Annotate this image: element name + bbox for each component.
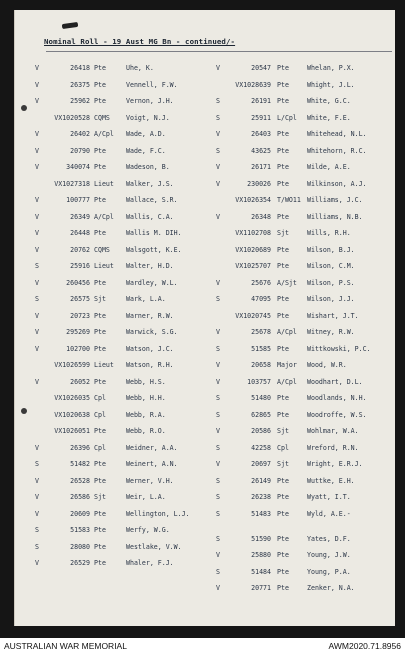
rank: Pte xyxy=(277,584,289,592)
service-number: 43625 xyxy=(251,146,271,155)
member-name: Warwick, S.G. xyxy=(126,328,178,336)
footer-reference: AWM2020.71.8956 xyxy=(328,641,401,651)
state-code: V xyxy=(216,130,220,138)
service-number: VX1026051 xyxy=(54,427,90,435)
service-number: VX1102708 xyxy=(235,229,271,237)
rank: Cpl xyxy=(94,410,106,419)
service-number: 20547 xyxy=(251,64,271,72)
member-name: Young, P.A. xyxy=(307,567,351,576)
service-number: 25916 xyxy=(70,262,90,270)
rank: Cpl xyxy=(94,394,106,402)
rank: Pte xyxy=(277,163,289,171)
service-number: VX1027318 xyxy=(54,179,90,188)
member-name: Wyld, A.E.- xyxy=(307,509,351,518)
state-code: S xyxy=(35,460,39,468)
rank: A/Cpl xyxy=(277,328,297,336)
rank: L/Cpl xyxy=(277,113,297,122)
state-code: S xyxy=(216,97,220,105)
member-name: Webb, H.H. xyxy=(126,394,166,402)
member-name: Whight, J.L. xyxy=(307,80,355,89)
state-code: V xyxy=(35,196,39,204)
member-name: Wilson, J.J. xyxy=(307,295,355,303)
service-number: 25962 xyxy=(70,97,90,105)
service-number: VX1020745 xyxy=(235,311,271,320)
member-name: Wilde, A.E. xyxy=(307,163,351,171)
service-number: 100777 xyxy=(66,196,90,204)
member-name: Webb, R.O. xyxy=(126,427,166,435)
member-name: White, F.E. xyxy=(307,113,351,122)
rank: Pte xyxy=(94,80,106,89)
state-code: S xyxy=(216,443,220,452)
member-name: Weir, L.A. xyxy=(126,493,166,501)
service-number: 26529 xyxy=(70,559,90,567)
service-number: 26349 xyxy=(70,212,90,221)
member-name: Wittkowski, P.C. xyxy=(307,344,371,353)
footer-archive-name: AUSTRALIAN WAR MEMORIAL xyxy=(4,641,127,651)
service-number: VX1020638 xyxy=(54,410,90,419)
state-code: V xyxy=(35,64,39,72)
service-number: 20771 xyxy=(251,584,271,592)
state-code: V xyxy=(216,584,220,592)
service-number: 26418 xyxy=(70,64,90,72)
service-number: 51583 xyxy=(70,526,90,534)
rank: Pte xyxy=(94,311,106,320)
member-name: Wilson, C.M. xyxy=(307,262,355,270)
rank: Sjt xyxy=(277,460,289,468)
member-name: Wark, L.A. xyxy=(126,295,166,303)
rank: Sjt xyxy=(277,229,289,237)
state-code: V xyxy=(35,97,39,105)
rank: Pte xyxy=(94,146,106,155)
member-name: Walker, J.S. xyxy=(126,179,174,188)
rank: Pte xyxy=(277,212,289,221)
rank: Cpl xyxy=(94,443,106,452)
service-number: 26586 xyxy=(70,493,90,501)
member-name: Wellington, L.J. xyxy=(126,509,190,518)
member-name: Wyatt, I.T. xyxy=(307,493,351,501)
member-name: Wood, W.R. xyxy=(307,361,347,369)
member-name: Whitehorn, R.C. xyxy=(307,146,367,155)
service-number: 20586 xyxy=(251,427,271,435)
member-name: Wallace, S.R. xyxy=(126,196,178,204)
service-number: 47095 xyxy=(251,295,271,303)
punch-hole xyxy=(21,408,27,414)
state-code: S xyxy=(35,262,39,270)
state-code: V xyxy=(35,377,39,386)
member-name: Vennell, F.W. xyxy=(126,80,178,89)
member-name: Williams, N.B. xyxy=(307,212,363,221)
rank: Sjt xyxy=(277,427,289,435)
state-code: S xyxy=(35,295,39,303)
state-code: V xyxy=(35,328,39,336)
state-code: V xyxy=(216,278,220,287)
state-code: V xyxy=(35,493,39,501)
state-code: S xyxy=(35,526,39,534)
page-heading: Nominal Roll - 19 Aust MG Bn - continued/- xyxy=(44,37,236,46)
service-number: VX1025707 xyxy=(235,262,271,270)
heading-rule xyxy=(46,51,392,52)
rank: A/Sjt xyxy=(277,278,297,287)
rank: Lieut xyxy=(94,361,114,369)
member-name: Werfy, W.G. xyxy=(126,526,170,534)
rank: Pte xyxy=(94,377,106,386)
rank: Pte xyxy=(277,551,289,559)
member-name: Woodhart, D.L. xyxy=(307,377,363,386)
rank: Major xyxy=(277,361,297,369)
state-code: V xyxy=(216,377,220,386)
service-number: 26396 xyxy=(70,443,90,452)
member-name: Young, J.W. xyxy=(307,551,351,559)
rank: Pte xyxy=(277,295,289,303)
member-name: Weinert, A.N. xyxy=(126,460,178,468)
service-number: 51483 xyxy=(251,509,271,518)
state-code: V xyxy=(35,163,39,171)
state-code: V xyxy=(35,344,39,353)
member-name: Zenker, N.A. xyxy=(307,584,355,592)
rank: Pte xyxy=(277,410,289,419)
service-number: 42258 xyxy=(251,443,271,452)
service-number: 20697 xyxy=(251,460,271,468)
state-code: V xyxy=(35,212,39,221)
service-number: VX1020689 xyxy=(235,245,271,254)
member-name: Wreford, R.N. xyxy=(307,443,359,452)
state-code: V xyxy=(35,229,39,237)
rank: Pte xyxy=(277,476,289,485)
state-code: S xyxy=(216,534,220,543)
member-name: Webb, H.S. xyxy=(126,377,166,386)
rank: Pte xyxy=(277,509,289,518)
service-number: 26191 xyxy=(251,97,271,105)
rank: Lieut xyxy=(94,179,114,188)
rank: Pte xyxy=(277,97,289,105)
rank: A/Cpl xyxy=(277,377,297,386)
rank: Pte xyxy=(277,130,289,138)
rank: Pte xyxy=(277,64,289,72)
member-name: Vernon, J.H. xyxy=(126,97,174,105)
rank: Pte xyxy=(94,559,106,567)
rank: Cpl xyxy=(277,443,289,452)
state-code: V xyxy=(35,509,39,518)
state-code: V xyxy=(216,179,220,188)
member-name: Uhe, K. xyxy=(126,64,154,72)
state-code: S xyxy=(216,344,220,353)
state-code: V xyxy=(216,460,220,468)
service-number: 26052 xyxy=(70,377,90,386)
state-code: S xyxy=(35,542,39,551)
service-number: 25880 xyxy=(251,551,271,559)
state-code: S xyxy=(216,476,220,485)
state-code: V xyxy=(35,278,39,287)
rank: A/Cpl xyxy=(94,212,114,221)
rank: CQMS xyxy=(94,245,110,254)
member-name: Wohlmar, W.A. xyxy=(307,427,359,435)
rank: T/WO11 xyxy=(277,196,301,204)
rank: Pte xyxy=(277,146,289,155)
service-number: 51590 xyxy=(251,534,271,543)
state-code: S xyxy=(216,567,220,576)
member-name: Watson, J.C. xyxy=(126,344,174,353)
service-number: VX1028639 xyxy=(235,80,271,89)
service-number: 28080 xyxy=(70,542,90,551)
state-code: V xyxy=(35,559,39,567)
rank: Pte xyxy=(277,394,289,402)
rank: A/Cpl xyxy=(94,130,114,138)
rank: Pte xyxy=(277,245,289,254)
rank: Pte xyxy=(277,80,289,89)
service-number: 102700 xyxy=(66,344,90,353)
rank: Sjt xyxy=(94,493,106,501)
rank: Pte xyxy=(94,64,106,72)
service-number: 20723 xyxy=(70,311,90,320)
rank: Pte xyxy=(94,476,106,485)
rank: Pte xyxy=(277,262,289,270)
service-number: 25676 xyxy=(251,278,271,287)
state-code: V xyxy=(35,130,39,138)
member-name: Wilson, P.S. xyxy=(307,278,355,287)
service-number: 26375 xyxy=(70,80,90,89)
rank: Pte xyxy=(94,229,106,237)
service-number: 260456 xyxy=(66,278,90,287)
rank: Pte xyxy=(277,567,289,576)
member-name: Woodroffe, W.S. xyxy=(307,410,367,419)
service-number: 51480 xyxy=(251,394,271,402)
state-code: S xyxy=(216,509,220,518)
state-code: V xyxy=(216,361,220,369)
state-code: V xyxy=(216,212,220,221)
service-number: 51482 xyxy=(70,460,90,468)
state-code: V xyxy=(216,551,220,559)
rank: Lieut xyxy=(94,262,114,270)
state-code: S xyxy=(216,113,220,122)
state-code: V xyxy=(35,476,39,485)
state-code: V xyxy=(216,163,220,171)
member-name: Werner, V.H. xyxy=(126,476,174,485)
rank: Pte xyxy=(94,278,106,287)
member-name: Wallis, C.A. xyxy=(126,212,174,221)
service-number: 26171 xyxy=(251,163,271,171)
member-name: Wardley, W.L. xyxy=(126,278,178,287)
rank: Pte xyxy=(94,542,106,551)
service-number: 26528 xyxy=(70,476,90,485)
member-name: Whaler, F.J. xyxy=(126,559,174,567)
service-number: 295269 xyxy=(66,328,90,336)
rank: Pte xyxy=(277,344,289,353)
member-name: Warner, R.W. xyxy=(126,311,174,320)
member-name: Webb, R.A. xyxy=(126,410,166,419)
state-code: S xyxy=(216,146,220,155)
member-name: Watson, R.H. xyxy=(126,361,174,369)
service-number: 230026 xyxy=(247,179,271,188)
member-name: Wallis M. DIH. xyxy=(126,229,182,237)
rank: CQMS xyxy=(94,113,110,122)
punch-hole xyxy=(21,105,27,111)
service-number: VX1026599 xyxy=(54,361,90,369)
service-number: 20762 xyxy=(70,245,90,254)
member-name: Yates, D.F. xyxy=(307,534,351,543)
service-number: 20658 xyxy=(251,361,271,369)
service-number: 26238 xyxy=(251,493,271,501)
service-number: 51585 xyxy=(251,344,271,353)
state-code: V xyxy=(35,443,39,452)
rank: Pte xyxy=(94,328,106,336)
service-number: 26575 xyxy=(70,295,90,303)
state-code: S xyxy=(216,410,220,419)
service-number: 26448 xyxy=(70,229,90,237)
rank: Pte xyxy=(94,509,106,518)
state-code: V xyxy=(35,311,39,320)
service-number: 340074 xyxy=(66,163,90,171)
service-number: 20790 xyxy=(70,146,90,155)
service-number: VX1020528 xyxy=(54,113,90,122)
service-number: 25911 xyxy=(251,113,271,122)
member-name: Wade, F.C. xyxy=(126,146,166,155)
rank: Pte xyxy=(94,196,106,204)
service-number: VX1026035 xyxy=(54,394,90,402)
member-name: Wright, E.R.J. xyxy=(307,460,363,468)
service-number: 26403 xyxy=(251,130,271,138)
member-name: Voigt, N.J. xyxy=(126,113,170,122)
rank: Pte xyxy=(94,163,106,171)
state-code: V xyxy=(35,80,39,89)
service-number: 20609 xyxy=(70,509,90,518)
member-name: Weidner, A.A. xyxy=(126,443,178,452)
rank: Pte xyxy=(94,460,106,468)
member-name: Westlake, V.W. xyxy=(126,542,182,551)
state-code: S xyxy=(216,493,220,501)
rank: Pte xyxy=(94,344,106,353)
rank: Pte xyxy=(277,493,289,501)
state-code: S xyxy=(216,394,220,402)
member-name: Whelan, P.X. xyxy=(307,64,355,72)
member-name: Wishart, J.T. xyxy=(307,311,359,320)
state-code: V xyxy=(35,146,39,155)
rank: Pte xyxy=(277,534,289,543)
member-name: Witney, R.W. xyxy=(307,328,355,336)
member-name: Wade, A.D. xyxy=(126,130,166,138)
state-code: V xyxy=(216,427,220,435)
service-number: 26348 xyxy=(251,212,271,221)
member-name: Walsgott, K.E. xyxy=(126,245,182,254)
rank: Pte xyxy=(277,311,289,320)
member-name: Wadeson, B. xyxy=(126,163,170,171)
member-name: Wilkinson, A.J. xyxy=(307,179,367,188)
member-name: Wuttke, E.H. xyxy=(307,476,355,485)
rank: Pte xyxy=(94,97,106,105)
service-number: 51484 xyxy=(251,567,271,576)
state-code: S xyxy=(216,295,220,303)
state-code: V xyxy=(216,328,220,336)
member-name: Woodlands, N.H. xyxy=(307,394,367,402)
state-code: V xyxy=(216,64,220,72)
service-number: 26149 xyxy=(251,476,271,485)
service-number: VX1026354 xyxy=(235,196,271,204)
service-number: 103757 xyxy=(247,377,271,386)
member-name: White, G.C. xyxy=(307,97,351,105)
service-number: 25678 xyxy=(251,328,271,336)
rank: Pte xyxy=(94,526,106,534)
state-code: V xyxy=(35,245,39,254)
rank: Pte xyxy=(94,427,106,435)
rank: Pte xyxy=(277,179,289,188)
rank: Sjt xyxy=(94,295,106,303)
member-name: Wills, R.H. xyxy=(307,229,351,237)
service-number: 26402 xyxy=(70,130,90,138)
member-name: Walter, H.D. xyxy=(126,262,174,270)
member-name: Whitehead, N.L. xyxy=(307,130,367,138)
service-number: 62865 xyxy=(251,410,271,419)
member-name: Williams, J.C. xyxy=(307,196,363,204)
member-name: Wilson, B.J. xyxy=(307,245,355,254)
